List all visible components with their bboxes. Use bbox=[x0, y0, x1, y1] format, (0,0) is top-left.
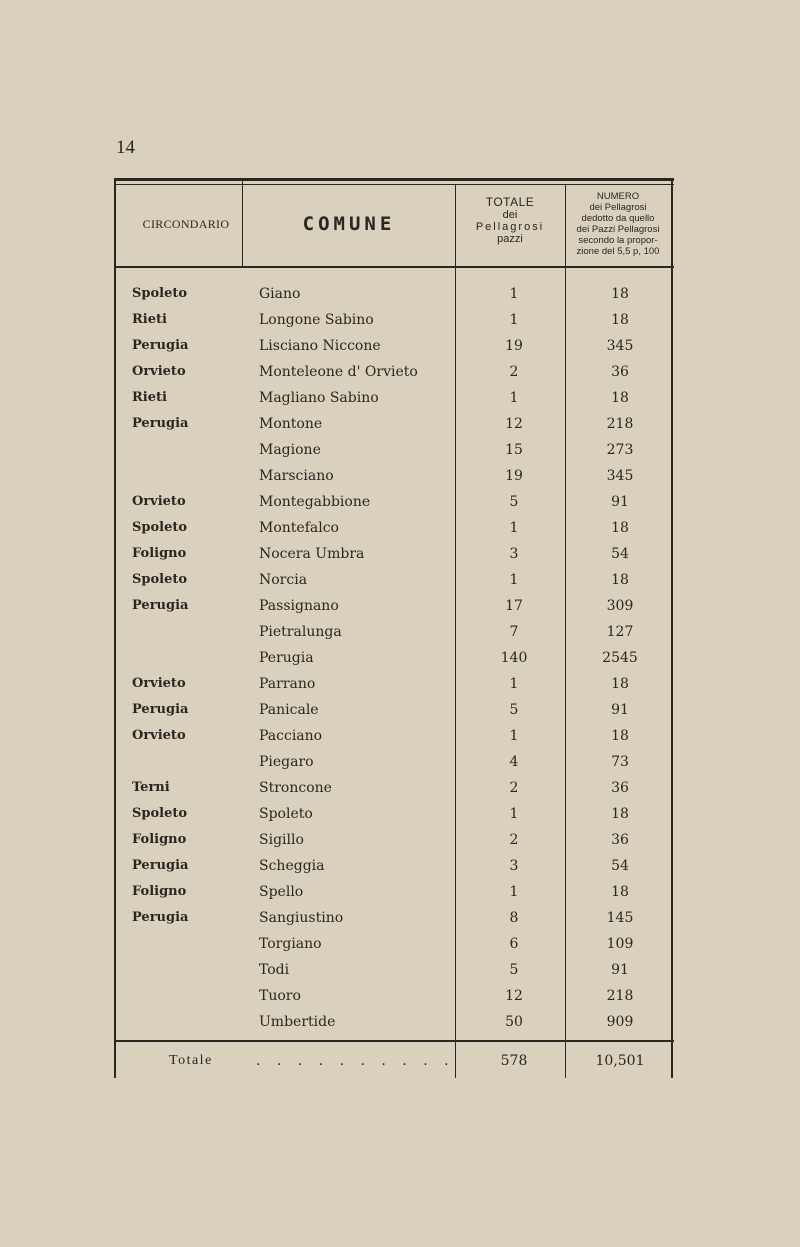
cell-comune: Todi bbox=[259, 962, 290, 978]
table-row bbox=[114, 542, 674, 568]
cell-totale: 1 bbox=[509, 520, 519, 536]
cell-totale: 12 bbox=[505, 988, 523, 1004]
table-row bbox=[114, 1010, 674, 1036]
cell-numero: 345 bbox=[606, 338, 634, 354]
cell-circondario: Spoleto bbox=[132, 572, 188, 587]
cell-circondario: Rieti bbox=[132, 390, 167, 405]
cell-totale: 3 bbox=[509, 546, 519, 562]
cell-circondario: Perugia bbox=[132, 702, 189, 717]
header-totale-line3: Pellagrosi bbox=[475, 221, 545, 234]
header-totale-line2: dei bbox=[502, 209, 518, 222]
total-rule bbox=[114, 1040, 674, 1042]
cell-numero: 345 bbox=[606, 468, 634, 484]
cell-comune: Scheggia bbox=[259, 858, 325, 874]
header-totale-line1: TOTALE bbox=[485, 195, 535, 209]
cell-circondario: Terni bbox=[132, 780, 170, 795]
cell-totale: 5 bbox=[509, 702, 519, 718]
header-numero-line5: secondo la propor- bbox=[578, 234, 658, 246]
cell-totale: 140 bbox=[500, 650, 528, 666]
cell-comune: Stroncone bbox=[259, 780, 332, 796]
cell-numero: 54 bbox=[611, 546, 629, 562]
cell-circondario: Perugia bbox=[132, 858, 189, 873]
cell-comune: Magliano Sabino bbox=[259, 390, 379, 406]
cell-comune: Nocera Umbra bbox=[259, 546, 365, 562]
header-rule bbox=[114, 266, 674, 268]
table-row bbox=[114, 646, 674, 672]
cell-totale: 5 bbox=[509, 494, 519, 510]
cell-circondario: Orvieto bbox=[132, 494, 186, 509]
cell-numero: 91 bbox=[611, 962, 629, 978]
cell-totale: 19 bbox=[505, 338, 523, 354]
cell-numero: 91 bbox=[611, 494, 629, 510]
total-label: Totale bbox=[169, 1053, 213, 1068]
cell-totale: 1 bbox=[509, 728, 519, 744]
cell-comune: Piegaro bbox=[259, 754, 314, 770]
table-row bbox=[114, 334, 674, 360]
table-row bbox=[114, 724, 674, 750]
cell-comune: Montegabbione bbox=[259, 494, 371, 510]
cell-comune: Lisciano Niccone bbox=[259, 338, 381, 354]
cell-comune: Perugia bbox=[259, 650, 314, 666]
cell-comune: Monteleone d' Orvieto bbox=[259, 364, 418, 380]
table-row bbox=[114, 386, 674, 412]
cell-circondario: Perugia bbox=[132, 910, 189, 925]
cell-numero: 127 bbox=[606, 624, 634, 640]
cell-comune: Pacciano bbox=[259, 728, 323, 744]
table-row bbox=[114, 516, 674, 542]
cell-comune: Norcia bbox=[259, 572, 308, 588]
cell-numero: 18 bbox=[611, 286, 629, 302]
cell-totale: 1 bbox=[509, 312, 519, 328]
cell-numero: 18 bbox=[611, 390, 629, 406]
cell-totale: 1 bbox=[509, 390, 519, 406]
cell-comune: Spoleto bbox=[259, 806, 313, 822]
table-row bbox=[114, 568, 674, 594]
header-numero-line6: zione del 5,5 p, 100 bbox=[576, 245, 660, 257]
table-row bbox=[114, 802, 674, 828]
total-numero-pellagrosi: 10,501 bbox=[595, 1053, 645, 1069]
table-row bbox=[114, 880, 674, 906]
cell-numero: 18 bbox=[611, 676, 629, 692]
cell-totale: 17 bbox=[505, 598, 523, 614]
cell-comune: Giano bbox=[259, 286, 301, 302]
cell-totale: 19 bbox=[505, 468, 523, 484]
cell-comune: Sangiustino bbox=[259, 910, 344, 926]
table-row bbox=[114, 490, 674, 516]
cell-numero: 91 bbox=[611, 702, 629, 718]
cell-comune: Panicale bbox=[259, 702, 319, 718]
cell-numero: 54 bbox=[611, 858, 629, 874]
cell-circondario: Perugia bbox=[132, 598, 189, 613]
cell-comune: Spello bbox=[259, 884, 304, 900]
cell-circondario: Orvieto bbox=[132, 364, 186, 379]
table-row bbox=[114, 984, 674, 1010]
table-row bbox=[114, 620, 674, 646]
table-row bbox=[114, 438, 674, 464]
cell-numero: 73 bbox=[611, 754, 629, 770]
cell-totale: 1 bbox=[509, 884, 519, 900]
cell-comune: Tuoro bbox=[259, 988, 301, 1004]
cell-circondario: Orvieto bbox=[132, 676, 186, 691]
cell-numero: 909 bbox=[606, 1014, 634, 1030]
table-row bbox=[114, 750, 674, 776]
top-rule bbox=[114, 178, 674, 181]
cell-numero: 273 bbox=[606, 442, 634, 458]
cell-circondario: Rieti bbox=[132, 312, 167, 327]
cell-totale: 15 bbox=[505, 442, 523, 458]
cell-comune: Parrano bbox=[259, 676, 316, 692]
cell-numero: 309 bbox=[606, 598, 634, 614]
cell-totale: 4 bbox=[509, 754, 519, 770]
cell-circondario: Spoleto bbox=[132, 806, 188, 821]
header-numero bbox=[566, 192, 670, 258]
cell-numero: 18 bbox=[611, 884, 629, 900]
header-comune: COMUNE bbox=[302, 213, 396, 235]
total-leader-dots: . . . . . . . . . . bbox=[256, 1053, 455, 1069]
cell-circondario: Spoleto bbox=[132, 286, 188, 301]
header-numero-line4: dei Pazzi Pellagrosi bbox=[576, 223, 660, 235]
cell-numero: 18 bbox=[611, 806, 629, 822]
header-totale bbox=[456, 196, 564, 245]
cell-numero: 145 bbox=[606, 910, 634, 926]
cell-totale: 7 bbox=[509, 624, 519, 640]
cell-totale: 5 bbox=[509, 962, 519, 978]
cell-numero: 36 bbox=[611, 364, 629, 380]
table-row bbox=[114, 594, 674, 620]
cell-circondario: Foligno bbox=[132, 832, 187, 847]
cell-numero: 218 bbox=[606, 988, 634, 1004]
cell-totale: 3 bbox=[509, 858, 519, 874]
cell-comune: Sigillo bbox=[259, 832, 304, 848]
header-numero-line1: NUMERO bbox=[596, 191, 640, 202]
header-totale-line4: pazzi bbox=[497, 233, 523, 246]
cell-circondario: Orvieto bbox=[132, 728, 186, 743]
cell-comune: Marsciano bbox=[259, 468, 334, 484]
header-numero-line2: dei Pellagrosi bbox=[589, 201, 647, 213]
table-row bbox=[114, 360, 674, 386]
cell-numero: 18 bbox=[611, 520, 629, 536]
cell-circondario: Perugia bbox=[132, 416, 189, 431]
page-number: 14 bbox=[116, 137, 135, 158]
table-row bbox=[114, 282, 674, 308]
header-circondario: CIRCONDARIO bbox=[142, 217, 230, 231]
table-row bbox=[114, 854, 674, 880]
cell-totale: 2 bbox=[509, 364, 519, 380]
cell-comune: Longone Sabino bbox=[259, 312, 374, 328]
table-row bbox=[114, 828, 674, 854]
data-table bbox=[114, 178, 674, 1078]
cell-comune: Passignano bbox=[259, 598, 339, 614]
cell-circondario: Foligno bbox=[132, 546, 187, 561]
header-numero-line3: dedotto da quello bbox=[581, 212, 655, 224]
table-row bbox=[114, 412, 674, 438]
cell-circondario: Foligno bbox=[132, 884, 187, 899]
table-row bbox=[114, 308, 674, 334]
cell-circondario: Spoleto bbox=[132, 520, 188, 535]
cell-numero: 18 bbox=[611, 312, 629, 328]
cell-numero: 36 bbox=[611, 832, 629, 848]
cell-totale: 6 bbox=[509, 936, 519, 952]
cell-numero: 2545 bbox=[602, 650, 638, 666]
cell-comune: Montone bbox=[259, 416, 323, 432]
cell-comune: Umbertide bbox=[259, 1014, 336, 1030]
cell-totale: 50 bbox=[505, 1014, 523, 1030]
cell-numero: 18 bbox=[611, 728, 629, 744]
cell-numero: 109 bbox=[606, 936, 634, 952]
cell-totale: 2 bbox=[509, 832, 519, 848]
table-row bbox=[114, 932, 674, 958]
table-row bbox=[114, 464, 674, 490]
top-rule-thin bbox=[114, 184, 674, 185]
cell-numero: 18 bbox=[611, 572, 629, 588]
cell-totale: 12 bbox=[505, 416, 523, 432]
cell-comune: Pietralunga bbox=[259, 624, 342, 640]
cell-numero: 36 bbox=[611, 780, 629, 796]
cell-totale: 1 bbox=[509, 806, 519, 822]
table-row bbox=[114, 906, 674, 932]
table-row bbox=[114, 776, 674, 802]
cell-totale: 1 bbox=[509, 572, 519, 588]
cell-totale: 1 bbox=[509, 286, 519, 302]
cell-totale: 1 bbox=[509, 676, 519, 692]
table-row bbox=[114, 672, 674, 698]
table-row bbox=[114, 958, 674, 984]
cell-comune: Magione bbox=[259, 442, 321, 458]
cell-circondario: Perugia bbox=[132, 338, 189, 353]
cell-totale: 2 bbox=[509, 780, 519, 796]
total-pellagrosi-pazzi: 578 bbox=[500, 1053, 528, 1069]
cell-totale: 8 bbox=[509, 910, 519, 926]
cell-comune: Montefalco bbox=[259, 520, 339, 536]
cell-comune: Torgiano bbox=[259, 936, 322, 952]
cell-numero: 218 bbox=[606, 416, 634, 432]
table-row bbox=[114, 698, 674, 724]
